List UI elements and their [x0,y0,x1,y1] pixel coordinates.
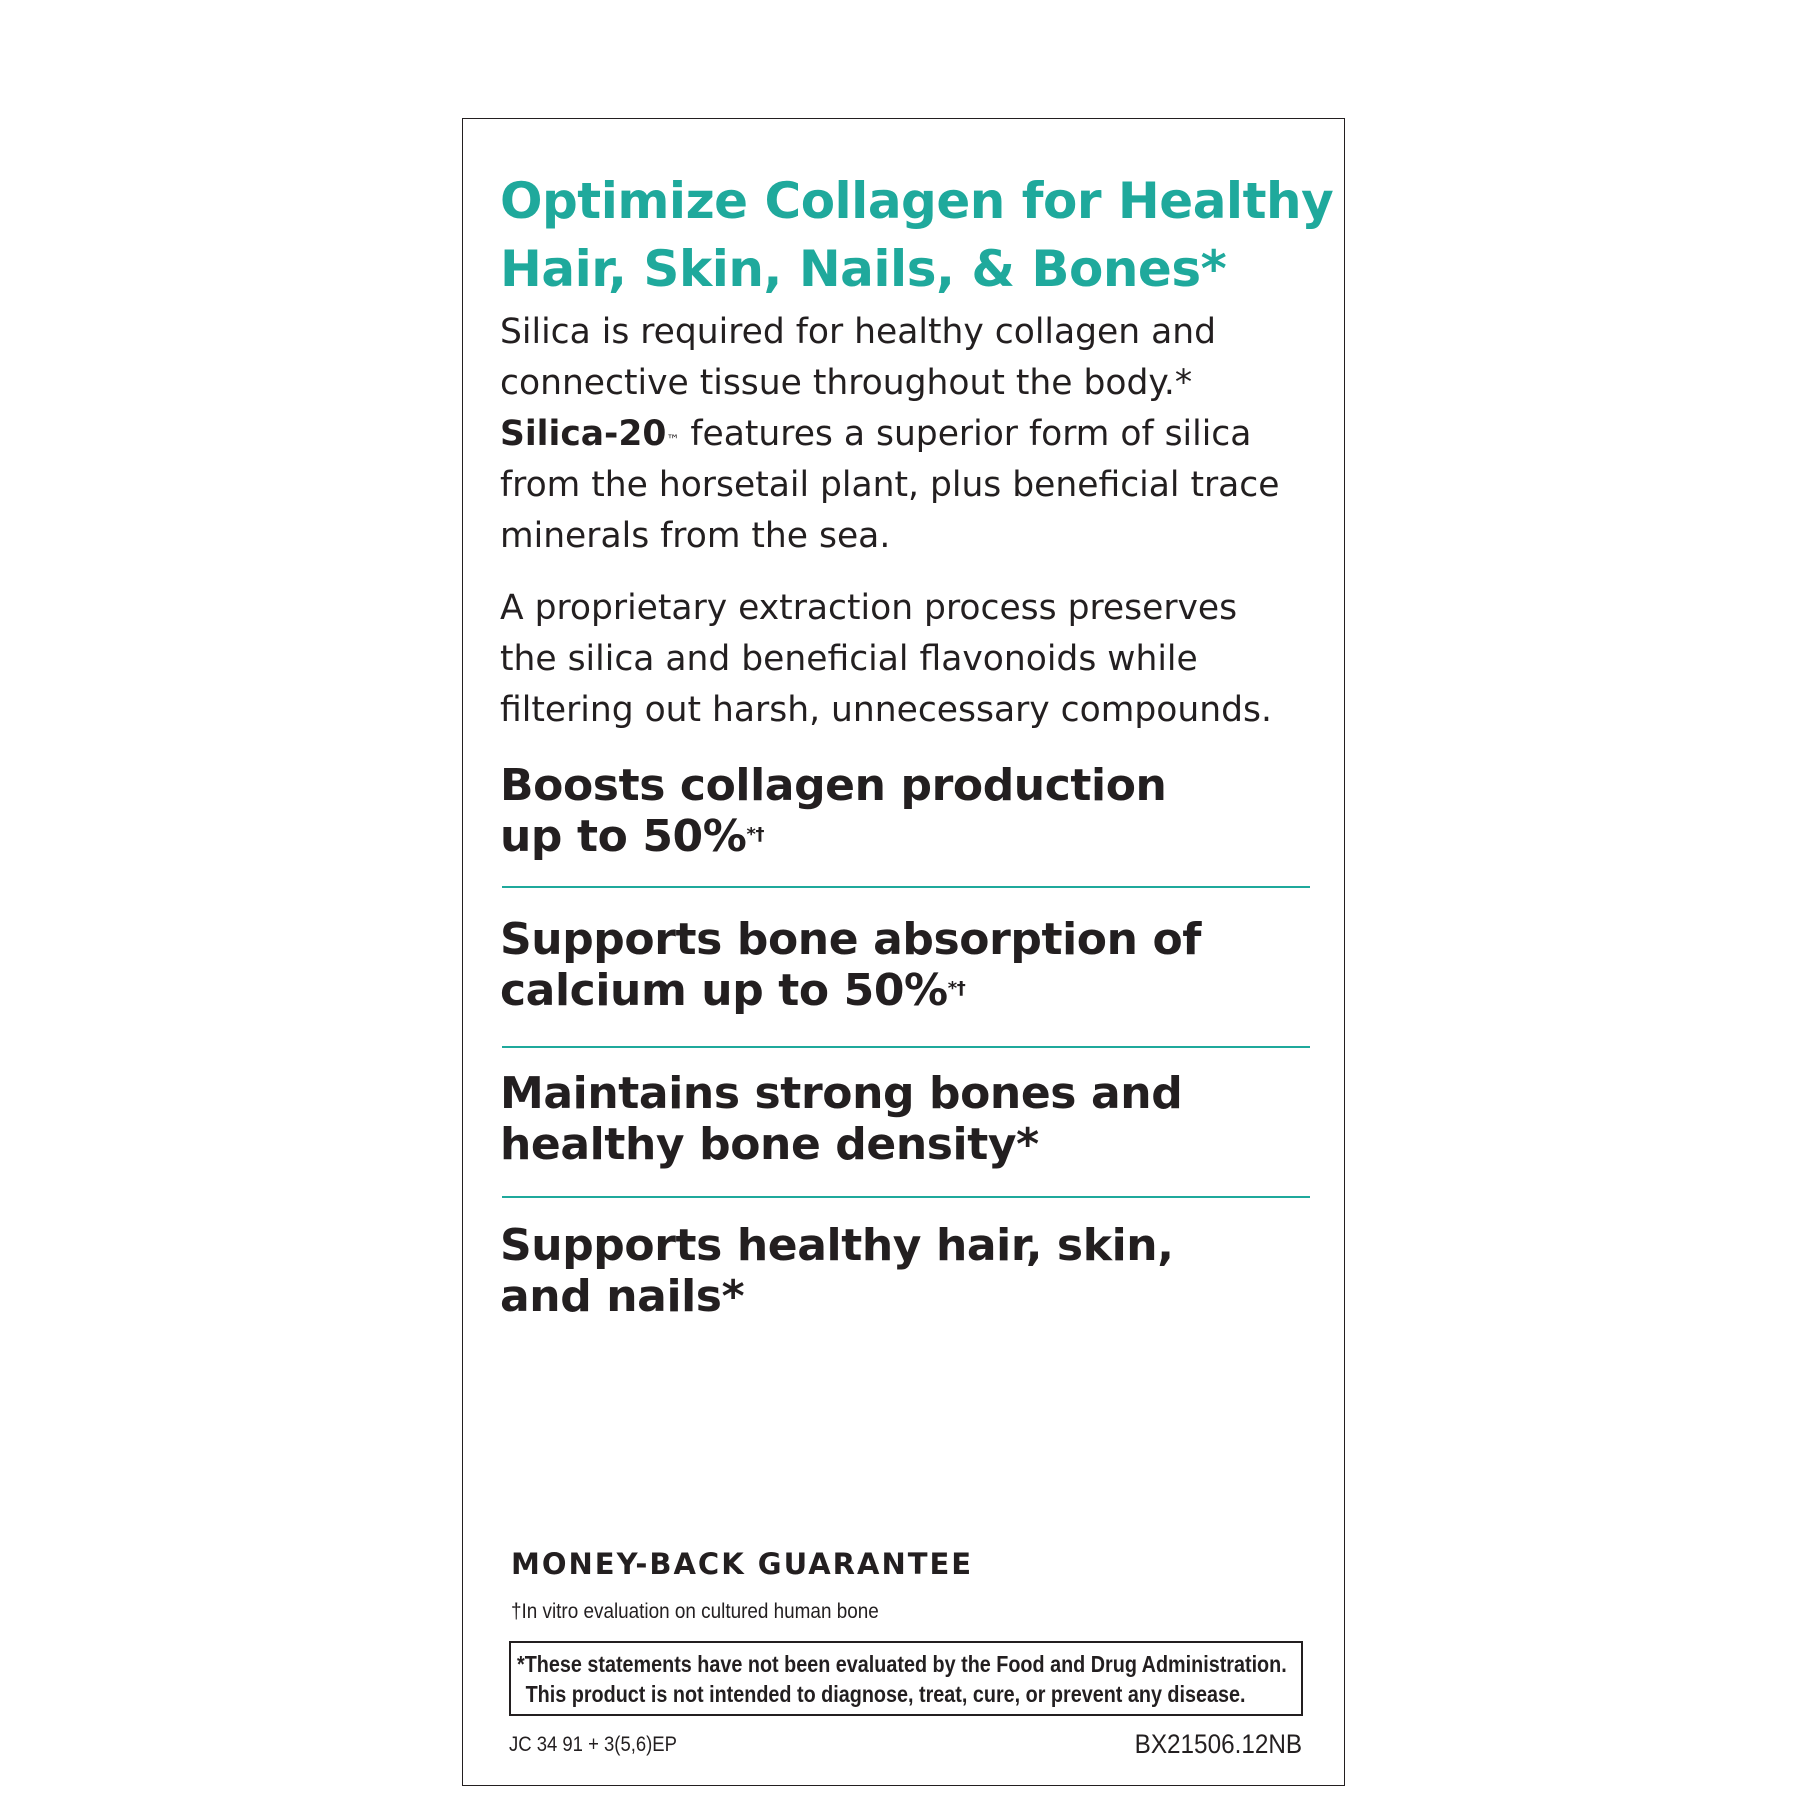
claim-text: up to 50% [500,811,747,862]
text-line: the silica and beneficial flavonoids while [500,639,1198,679]
claim-line: Maintains strong bones and [500,1068,1183,1119]
claim-line: Supports healthy hair, skin, [500,1220,1174,1271]
text-line: Silica is required for healthy collagen and [500,312,1217,352]
claim-hair-skin-nails [500,1220,1310,1322]
text-line [500,409,1310,460]
claim-calcium [500,914,1310,1016]
money-back-guarantee: MONEY-BACK GUARANTEE [511,1547,974,1581]
text-line: minerals from the sea. [500,516,891,556]
text-fragment: features a superior form of silica [679,414,1252,454]
brand-name: Silica-20 [500,414,667,454]
divider-rule [502,1046,1310,1048]
trademark-symbol: ™ [666,433,680,448]
claim-line: Boosts collagen production [500,760,1167,811]
claim-text: calcium up to 50% [500,965,948,1016]
divider-rule [502,886,1310,888]
text-line: filtering out harsh, unnecessary compounds. [500,690,1272,730]
text-line: A proprietary extraction process preserves [500,588,1238,628]
claim-collagen [500,760,1310,862]
headline-line: Hair, Skin, Nails, & Bones* [500,240,1227,298]
product-code: BX21506.12NB [1134,1729,1302,1759]
claim-line: Supports bone absorption of [500,914,1202,965]
intro-paragraph [500,307,1310,562]
benefit-claims [500,760,1310,1322]
label-content [500,167,1334,1322]
headline-line: Optimize Collagen for Healthy [500,172,1334,230]
divider-rule [502,1196,1310,1198]
process-paragraph [500,583,1310,736]
claim-bones [500,1068,1310,1170]
footnote: †In vitro evaluation on cultured human bone [511,1600,879,1623]
label-panel [462,118,1345,1786]
claim-line [500,965,1310,1016]
claim-line [500,811,1310,862]
fda-disclaimer-box [509,1641,1303,1716]
footnote-mark: *† [746,824,765,845]
footnote-mark: *† [947,978,966,999]
text-line: from the horsetail plant, plus beneficial trace [500,465,1280,505]
claim-line: healthy bone density* [500,1119,1039,1170]
disclaimer-line: This product is not intended to diagnose, treat, cure, or prevent any disease. [525,1681,1246,1707]
disclaimer-line: *These statements have not been evaluated by the Food and Drug Administration. [517,1651,1287,1677]
headline [500,167,1334,303]
claim-line: and nails* [500,1271,745,1322]
lot-code: JC 34 91 + 3(5,6)EP [509,1733,677,1756]
text-line: connective tissue throughout the body.* [500,363,1193,403]
